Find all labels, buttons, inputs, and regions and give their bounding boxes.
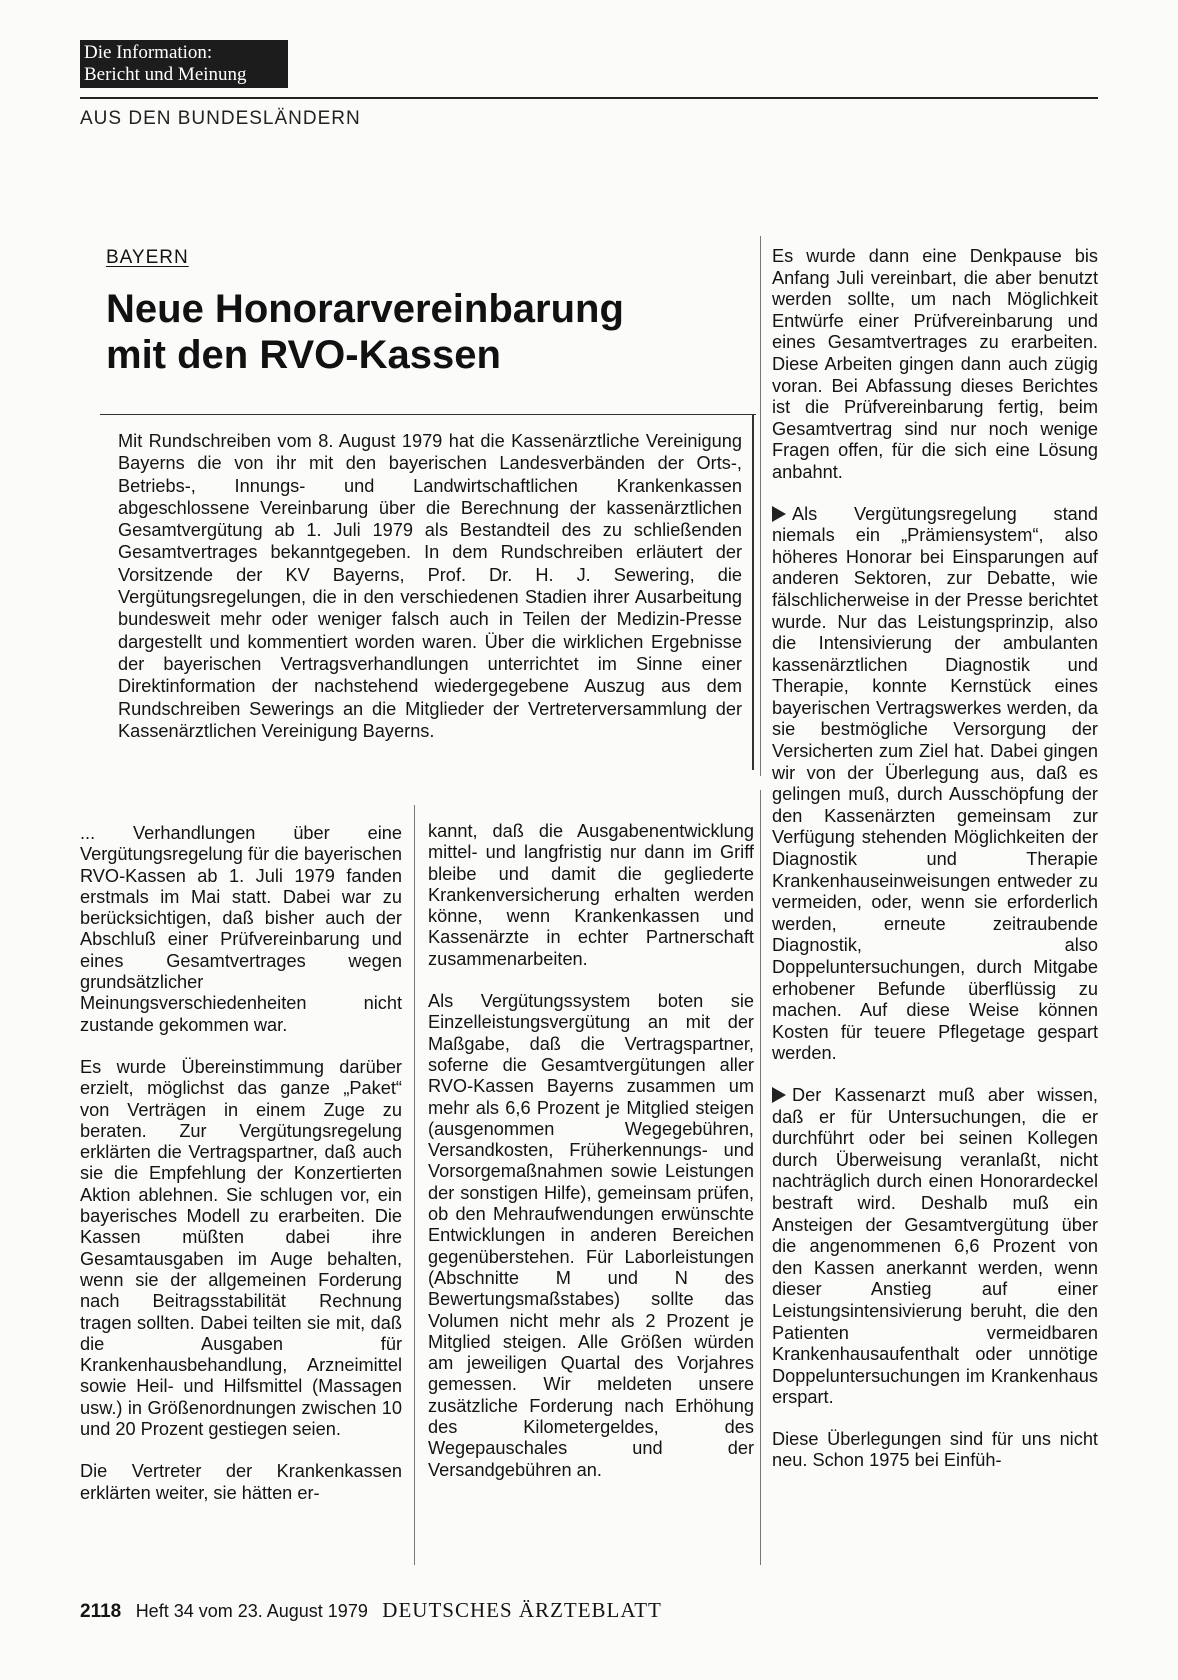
paragraph: Als Vergütungssystem boten sie Einzelleistungsvergütung an mit der Maßgabe, daß die Vertragspartner, soferne die Gesamtvergütungen aller RVO-Kassen Bayerns zusammen um mehr als 6,6 Prozent je Mitglied steigen (ausgenommen Wegegebühren, Versandkosten, Früherkennungs- und Vorsorgemaßnahmen sowie Leistungen der sonstigen Hilfe), gemeinsam prüfen, ob den Mehraufwendungen erwünschte Entwicklungen in anderen Bereichen gegenüberstehen. Für Laborleistungen (Abschnitte M und N des Bewertungsmaßstabes) sollte das Volumen nicht mehr als 2 Prozent je Mitglied steigen. Alle Größen würden am jeweiligen Quartal des Vorjahres gemessen. Wir meldeten unsere zusätzliche Forderung nach Erhöhung des Kilometergeldes, des Wegepauschales und der Versandgebühren an. xyxy=(428,991,754,1480)
article-lead: Mit Rundschreiben vom 8. August 1979 hat die Kassenärztliche Vereinigung Bayerns die von ihr mit den bayerischen Landesverbänden der Orts-, Betriebs-, Innungs- und Landwirtschaftlichen Krankenkassen abgeschlossene Vereinbarung über die Berechnung der kassenärztlichen Gesamtvergütung ab 1. Juli 1979 als Bestandteil des zu schließenden Gesamtvertrages bekanntgegeben. In dem Rundschreiben erläutert der Vorsitzende der KV Bayerns, Prof. Dr. H. J. Sewering, die Vergütungsregelungen, die in den verschiedenen Stadien ihrer Ausarbeitung bundesweit mehr oder weniger falsch auch in Teilen der Medizin-Presse dargestellt und kommentiert worden waren. Über die wirklichen Ergebnisse der bayerischen Vertragsverhandlungen unterrichtet im Sinne einer Direktinformation der nachstehend wiedergegebene Auszug aus dem Rundschreiben Sewerings an die Mitglieder der Vertreterversammlung der Kassenärztlichen Vereinigung Bayerns. xyxy=(118,431,742,741)
column-divider xyxy=(760,790,761,1565)
lead-box-top-border xyxy=(100,414,756,415)
body-column-1 xyxy=(80,823,402,1525)
header-rule xyxy=(80,97,1098,99)
paragraph: Es wurde Übereinstimmung darüber erzielt, möglichst das ganze „Paket“ von Verträgen in einem Zuge zu beraten. Zur Vergütungsregelung erklärten die Vertragspartner, daß auch sie die Empfehlung der Konzertierten Aktion ablehnen. Sie schlugen vor, ein bayerisches Modell zu erarbeiten. Die Kassen müßten dabei ihre Gesamtausgaben im Auge behalten, wenn sie der allgemeinen Forderung nach Beitragsstabilität Rechnung tragen sollten. Dabei teilten sie mit, daß die Ausgaben für Krankenhausbehandlung, Arzneimittel sowie Heil- und Hilfsmittel (Massagen usw.) in Größenordnungen zwischen 10 und 20 Prozent gestiegen seien. xyxy=(80,1056,402,1440)
paragraph: Diese Überlegungen sind für uns nicht neu. Schon 1975 bei Einfüh- xyxy=(772,1428,1098,1471)
article-title xyxy=(106,286,756,378)
rubric-label-line2: Bericht und Meinung xyxy=(84,64,247,85)
triangle-bullet-icon xyxy=(772,506,786,522)
section-heading: AUS DEN BUNDESLÄNDERN xyxy=(80,108,361,129)
body-column-3 xyxy=(772,246,1098,1492)
body-column-2 xyxy=(428,821,754,1502)
article-title-line1: Neue Honorarvereinbarung xyxy=(106,287,624,331)
article-title-line2: mit den RVO-Kassen xyxy=(106,333,501,377)
paragraph-with-marker xyxy=(772,504,1098,1065)
paragraph: Die Vertreter der Krankenkassen erklärten weiter, sie hätten er- xyxy=(80,1461,402,1503)
rubric-label-line1: Die Information: xyxy=(84,42,213,63)
lead-box-right-border xyxy=(752,414,754,770)
rubric-label xyxy=(80,40,288,88)
issue-info: Heft 34 vom 23. August 1979 xyxy=(135,1601,368,1621)
paragraph: Es wurde dann eine Denkpause bis Anfang Juli vereinbart, die aber benutzt werden sollte, um nach Möglichkeit Entwürfe einer Prüfvereinbarung und eines Gesamtvertrages zu erarbeiten. Diese Arbeiten gingen dann auch zügig voran. Bei Abfassung dieses Berichtes ist die Prüfvereinbarung fertig, beim Gesamtvertrag sind nur noch wenige Fragen offen, für die sich eine Lösung anbahnt. xyxy=(772,246,1098,482)
paragraph-text: Der Kassenarzt muß aber wissen, daß er für Untersuchungen, die er durchführt oder bei seinen Kollegen durch Überweisung veranlaßt, nicht nachträglich durch einen Honorardeckel bestraft wird. Deshalb muß ein Ansteigen der Gesamtvergütung über die angenommenen 6,6 Prozent von den Kassen anerkannt werden, wenn dieser Anstieg auf einer Leistungsintensivierung beruht, die den Patienten vermeidbaren Krankenhausaufenthalt oder unnötige Doppeluntersuchungen im Krankenhaus erspart. xyxy=(772,1084,1098,1408)
paragraph: kannt, daß die Ausgabenentwicklung mittel- und langfristig nur dann im Griff bleibe und damit die gegliederte Krankenversicherung erhalten werden könne, wenn Krankenkassen und Kassenärzte in echter Partnerschaft zusammenarbeiten. xyxy=(428,821,754,969)
article-kicker: BAYERN xyxy=(106,247,189,268)
journal-name: DEUTSCHES ÄRZTEBLATT xyxy=(382,1598,662,1622)
paragraph-with-marker xyxy=(772,1085,1098,1409)
column-divider xyxy=(414,805,415,1565)
triangle-bullet-icon xyxy=(772,1087,786,1103)
column-divider xyxy=(760,236,761,776)
paragraph-text: Als Vergütungsregelung stand niemals ein „Prämiensystem“, also höheres Honorar bei Einsparungen auf anderen Sektoren, zur Debatte, wie fälschlicherweise in der Presse berichtet wurde. Nur das Leistungsprinzip, also die Intensivierung der ambulanten kassenärztlichen Diagnostik und Therapie, konnte Kernstück eines bayerischen Vertragswerkes werden, da sie bestmögliche Versorgung der Versicherten zum Ziel hat. Dabei gingen wir von der Überlegung aus, daß es gelingen muß, durch Ausschöpfung der den Kassenärzten gemeinsam zur Verfügung stehenden Möglichkeiten der Diagnostik und Therapie Krankenhauseinweisungen entweder zu vermeiden, oder, wenn sie erforderlich werden, erneute zeitraubende Diagnostik, also Doppeluntersuchungen, durch Mitgabe erhobener Befunde überflüssig zu machen. Auf diese Weise können Kosten für teuere Pflegetage gespart werden. xyxy=(772,503,1098,1064)
page-number: 2118 xyxy=(80,1601,122,1622)
page-footer xyxy=(80,1598,662,1623)
paragraph: ... Verhandlungen über eine Vergütungsregelung für die bayerischen RVO-Kassen ab 1. Juli 1979 fanden erstmals im Mai statt. Dabei war zu berücksichtigen, daß bisher auch der Abschluß einer Prüfvereinbarung und eines Gesamtvertrages wegen grundsätzlicher Meinungsverschiedenheiten nicht zustande gekommen war. xyxy=(80,823,402,1035)
